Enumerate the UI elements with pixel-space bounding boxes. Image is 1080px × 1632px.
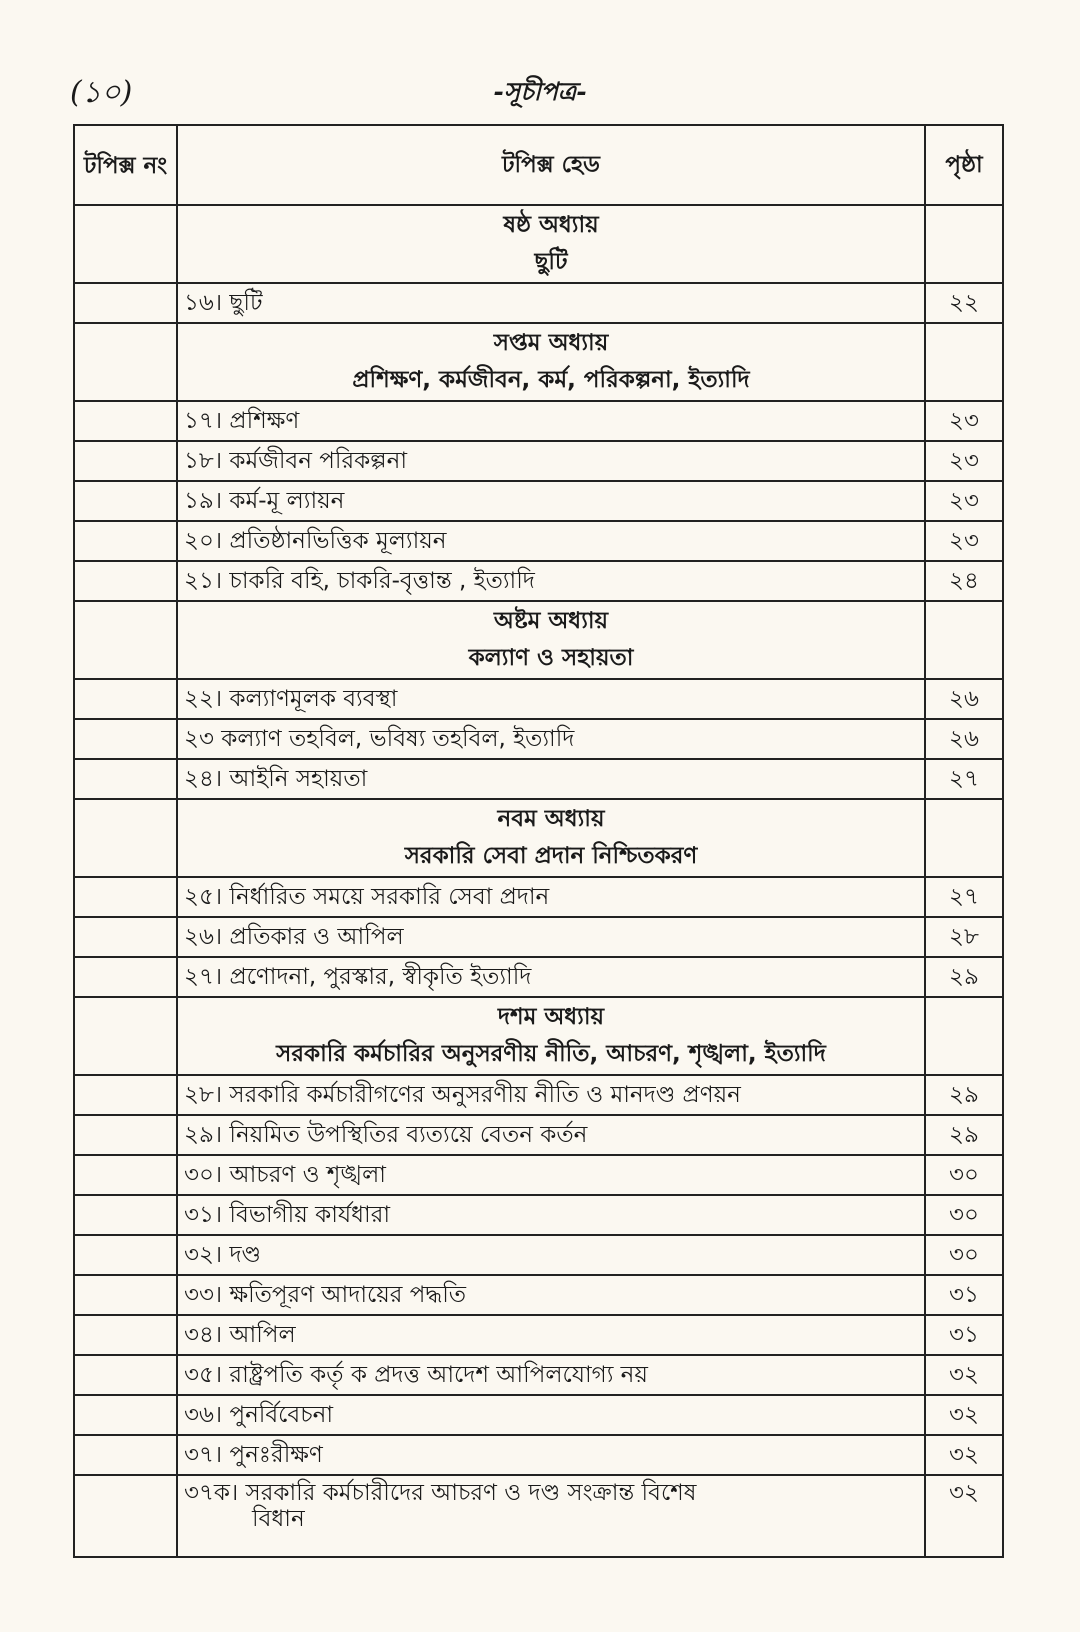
empty-cell <box>74 283 177 323</box>
table-row <box>74 481 1003 521</box>
table-row <box>74 957 1003 997</box>
chapter-title: দশম অধ্যায় <box>497 1004 605 1031</box>
topic-no-header: টপিক্স নং <box>74 125 177 205</box>
table-row <box>74 283 1003 323</box>
topic-number: ২৮। <box>184 1081 223 1108</box>
topic-title: প্রতিকার ও আপিল <box>229 923 404 950</box>
page-number-cell: ৩১ <box>925 1315 1003 1355</box>
page-number-cell: ৩০ <box>925 1235 1003 1275</box>
page-number-cell: ৩২ <box>925 1395 1003 1435</box>
topic-number: ২২। <box>184 685 223 712</box>
page-number-cell: ২৭ <box>925 759 1003 799</box>
page-number-cell: ৩০ <box>925 1155 1003 1195</box>
table-row <box>74 1395 1003 1435</box>
page-number-cell: ২৯ <box>925 1115 1003 1155</box>
topic-title-continued: বিধান <box>252 1506 305 1533</box>
topic-cell <box>177 561 925 601</box>
topic-title: কর্ম-মূ ল্যায়ন <box>229 487 345 514</box>
page-number-cell: ২৩ <box>925 521 1003 561</box>
topic-title: পুনর্বিবেচনা <box>229 1401 334 1428</box>
empty-cell <box>74 1475 177 1557</box>
table-row <box>74 719 1003 759</box>
page-number-cell: ৩২ <box>925 1355 1003 1395</box>
chapter-row <box>74 323 1003 401</box>
table-row <box>74 917 1003 957</box>
topic-cell <box>177 1075 925 1115</box>
page-header: পৃষ্ঠা <box>925 125 1003 205</box>
page-number-cell: ২৯ <box>925 1075 1003 1115</box>
empty-cell <box>74 1155 177 1195</box>
page-number-cell: ২৩ <box>925 441 1003 481</box>
page-number-cell: ২৩ <box>925 401 1003 441</box>
toc-body <box>74 205 1003 1557</box>
topic-number: ১৮। <box>184 447 223 474</box>
topic-number: ৩০। <box>184 1161 223 1188</box>
topic-number: ২৫। <box>184 883 223 910</box>
topic-cell <box>177 1195 925 1235</box>
empty-cell <box>74 401 177 441</box>
topic-title: কল্যাণ তহবিল, ভবিষ্য তহবিল, ইত্যাদি <box>221 725 575 752</box>
topic-title: কল্যাণমূলক ব্যবস্থা <box>229 685 398 712</box>
topic-cell <box>177 1475 925 1557</box>
topic-title: প্রতিষ্ঠানভিত্তিক মূল্যায়ন <box>229 527 447 554</box>
table-row <box>74 877 1003 917</box>
topic-title: সরকারি কর্মচারীদের আচরণ ও দণ্ড সংক্রান্ত বিশেষ <box>245 1480 697 1506</box>
chapter-subject: প্রশিক্ষণ, কর্মজীবন, কর্ম, পরিকল্পনা, ইত্যাদি <box>352 367 750 393</box>
topic-number: ২০। <box>184 527 223 554</box>
topic-title: প্রণোদনা, পুরস্কার, স্বীকৃতি ইত্যাদি <box>229 963 532 990</box>
empty-cell <box>925 799 1003 877</box>
empty-cell <box>74 1115 177 1155</box>
table-row <box>74 521 1003 561</box>
topic-cell <box>177 283 925 323</box>
topic-title: সরকারি কর্মচারীগণের অনুসরণীয় নীতি ও মানদণ্ড প্রণয়ন <box>229 1081 741 1108</box>
topic-cell <box>177 1155 925 1195</box>
chapter-subject: কল্যাণ ও সহায়তা <box>468 645 634 671</box>
empty-cell <box>74 917 177 957</box>
empty-cell <box>74 323 177 401</box>
topic-title: দণ্ড <box>229 1241 262 1268</box>
topic-number: ৩৫। <box>184 1361 223 1388</box>
table-row <box>74 1195 1003 1235</box>
page-title: -সূচীপত্র- <box>493 77 587 106</box>
topic-title: নির্ধারিত সময়ে সরকারি সেবা প্রদান <box>229 883 550 910</box>
chapter-title: অষ্টম অধ্যায় <box>493 608 609 635</box>
topic-cell <box>177 1435 925 1475</box>
topic-number: ৩৩। <box>184 1281 223 1308</box>
table-row <box>74 1075 1003 1115</box>
empty-cell <box>74 561 177 601</box>
page-number-cell: ২৯ <box>925 957 1003 997</box>
empty-cell <box>925 997 1003 1075</box>
page-number-cell: ২৩ <box>925 481 1003 521</box>
empty-cell <box>74 719 177 759</box>
page-number-cell: ৩০ <box>925 1195 1003 1235</box>
chapter-row <box>74 997 1003 1075</box>
table-row <box>74 1155 1003 1195</box>
topic-title: প্রশিক্ষণ <box>229 407 300 434</box>
topic-title: কর্মজীবন পরিকল্পনা <box>229 447 408 474</box>
topic-title: আচরণ ও শৃঙ্খলা <box>229 1161 386 1188</box>
topic-number: ৩৬। <box>184 1401 223 1428</box>
chapter-title: সপ্তম অধ্যায় <box>493 330 609 357</box>
empty-cell <box>74 1395 177 1435</box>
empty-cell <box>74 997 177 1075</box>
empty-cell <box>74 481 177 521</box>
topic-cell <box>177 1275 925 1315</box>
topic-cell <box>177 957 925 997</box>
topic-number: ৩৭ক। <box>184 1480 239 1506</box>
header-row <box>74 125 1003 205</box>
table-row <box>74 1475 1003 1557</box>
topic-number: ৩৪। <box>184 1321 223 1348</box>
table-row <box>74 1315 1003 1355</box>
empty-cell <box>925 601 1003 679</box>
topic-number: ১৯। <box>184 487 223 514</box>
topic-title: বিভাগীয় কার্যধারা <box>229 1201 391 1228</box>
page-number-cell: ২৮ <box>925 917 1003 957</box>
topic-number: ৩৭। <box>184 1441 223 1468</box>
chapter-subject: ছুটি <box>534 249 568 275</box>
empty-cell <box>74 1195 177 1235</box>
topic-title: চাকরি বহি, চাকরি-বৃত্তান্ত , ইত্যাদি <box>229 567 535 594</box>
topic-number: ২৭। <box>184 963 223 990</box>
topic-title: আপিল <box>229 1321 296 1348</box>
topic-title: নিয়মিত উপস্থিতির ব্যত্যয়ে বেতন কর্তন <box>229 1121 588 1148</box>
chapter-row <box>74 799 1003 877</box>
chapter-heading-cell <box>177 997 925 1075</box>
table-row <box>74 441 1003 481</box>
topic-cell <box>177 759 925 799</box>
topic-number: ১৬। <box>184 289 223 316</box>
chapter-heading-cell <box>177 323 925 401</box>
table-row <box>74 679 1003 719</box>
topic-cell <box>177 719 925 759</box>
chapter-row <box>74 601 1003 679</box>
empty-cell <box>74 1315 177 1355</box>
chapter-title: নবম অধ্যায় <box>497 806 605 833</box>
page-number-cell: ২৬ <box>925 679 1003 719</box>
topic-number: ২১। <box>184 567 223 594</box>
empty-cell <box>74 957 177 997</box>
topic-cell <box>177 401 925 441</box>
page-number: (১০) <box>70 75 133 110</box>
topic-cell <box>177 441 925 481</box>
page-number-cell: ৩২ <box>925 1435 1003 1475</box>
table-row <box>74 1435 1003 1475</box>
empty-cell <box>74 1075 177 1115</box>
topic-cell <box>177 1315 925 1355</box>
page-number-cell: ২৪ <box>925 561 1003 601</box>
topic-cell <box>177 877 925 917</box>
table-row <box>74 1355 1003 1395</box>
topic-number: ৩২। <box>184 1241 223 1268</box>
empty-cell <box>74 205 177 283</box>
topic-title: পুনঃরীক্ষণ <box>229 1441 323 1468</box>
page-number-cell: ৩১ <box>925 1275 1003 1315</box>
table-row <box>74 1235 1003 1275</box>
topic-number: ১৭। <box>184 407 223 434</box>
page-number-cell: ২৬ <box>925 719 1003 759</box>
empty-cell <box>74 601 177 679</box>
empty-cell <box>74 877 177 917</box>
page-number-cell: ৩২ <box>925 1475 1003 1557</box>
empty-cell <box>74 799 177 877</box>
chapter-subject: সরকারি কর্মচারির অনুসরণীয় নীতি, আচরণ, শৃঙ্খলা, ইত্যাদি <box>276 1041 826 1067</box>
empty-cell <box>74 679 177 719</box>
topic-number: ২৯। <box>184 1121 223 1148</box>
topic-title: ক্ষতিপূরণ আদায়ের পদ্ধতি <box>229 1281 467 1308</box>
chapter-heading-cell <box>177 601 925 679</box>
chapter-heading-cell <box>177 799 925 877</box>
empty-cell <box>925 205 1003 283</box>
empty-cell <box>925 323 1003 401</box>
topic-cell <box>177 481 925 521</box>
empty-cell <box>74 1435 177 1475</box>
table-row <box>74 561 1003 601</box>
chapter-subject: সরকারি সেবা প্রদান নিশ্চিতকরণ <box>404 843 698 869</box>
topic-cell <box>177 679 925 719</box>
topic-cell <box>177 521 925 561</box>
topic-cell <box>177 1235 925 1275</box>
topic-number: ৩১। <box>184 1201 223 1228</box>
chapter-row <box>74 205 1003 283</box>
topic-cell <box>177 1355 925 1395</box>
empty-cell <box>74 1235 177 1275</box>
topic-title: রাষ্ট্রপতি কর্তৃ ক প্রদত্ত আদেশ আপিলযোগ্য নয় <box>229 1361 648 1388</box>
empty-cell <box>74 441 177 481</box>
page-number-cell: ২২ <box>925 283 1003 323</box>
topic-number: ২৪। <box>184 765 223 792</box>
table-row <box>74 1275 1003 1315</box>
empty-cell <box>74 759 177 799</box>
topic-cell <box>177 1395 925 1435</box>
empty-cell <box>74 1275 177 1315</box>
page-number-cell: ২৭ <box>925 877 1003 917</box>
toc-table <box>73 124 1004 1558</box>
empty-cell <box>74 521 177 561</box>
topic-number: ২৩ <box>184 725 214 752</box>
table-row <box>74 759 1003 799</box>
chapter-title: ষষ্ঠ অধ্যায় <box>503 212 599 239</box>
topic-head-header: টপিক্স হেড <box>177 125 925 205</box>
topic-title: আইনি সহায়তা <box>229 765 368 792</box>
topic-title: ছুটি <box>229 289 263 316</box>
table-row <box>74 1115 1003 1155</box>
table-row <box>74 401 1003 441</box>
topic-cell <box>177 1115 925 1155</box>
topic-cell <box>177 917 925 957</box>
chapter-heading-cell <box>177 205 925 283</box>
empty-cell <box>74 1355 177 1395</box>
topic-number: ২৬। <box>184 923 223 950</box>
